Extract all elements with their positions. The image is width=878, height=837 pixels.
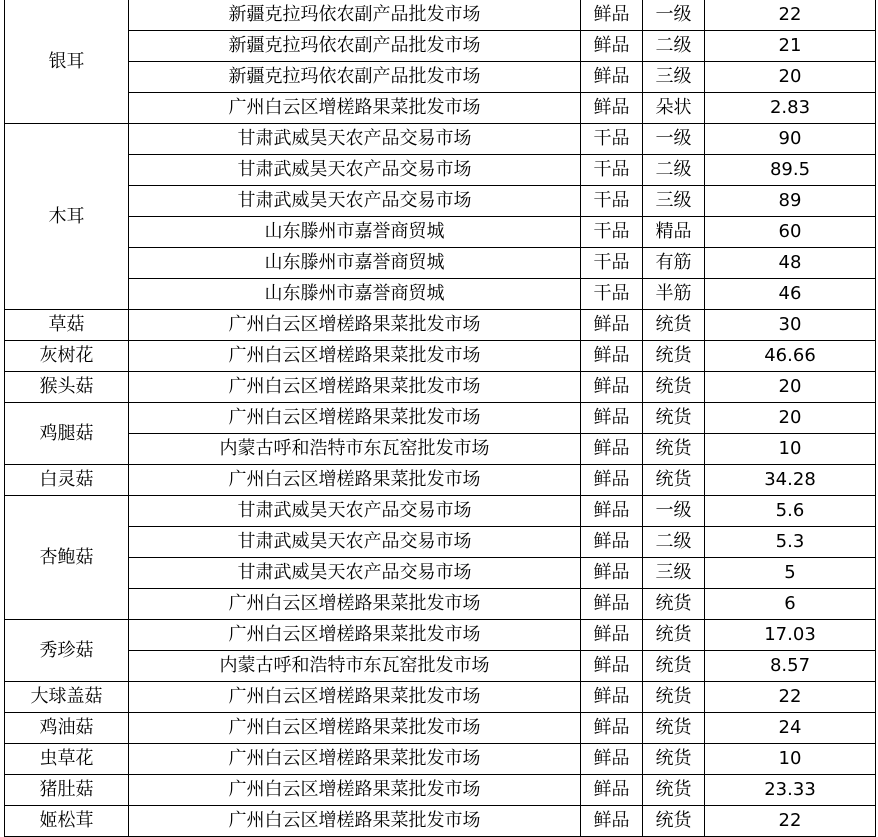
price-cell: 20 <box>705 62 876 93</box>
price-cell: 89.5 <box>705 155 876 186</box>
market-cell: 广州白云区增槎路果菜批发市场 <box>129 372 581 403</box>
market-cell: 新疆克拉玛依农副产品批发市场 <box>129 31 581 62</box>
table-row <box>5 434 876 465</box>
grade-cell: 三级 <box>643 186 705 217</box>
product-name-cell: 木耳 <box>5 124 129 310</box>
market-cell: 广州白云区增槎路果菜批发市场 <box>129 744 581 775</box>
product-type-cell: 鲜品 <box>581 403 643 434</box>
product-type-cell: 鲜品 <box>581 93 643 124</box>
market-cell: 新疆克拉玛依农副产品批发市场 <box>129 0 581 31</box>
product-name-cell: 虫草花 <box>5 744 129 775</box>
market-cell: 广州白云区增槎路果菜批发市场 <box>129 589 581 620</box>
market-cell: 广州白云区增槎路果菜批发市场 <box>129 713 581 744</box>
product-type-cell: 鲜品 <box>581 31 643 62</box>
market-cell: 新疆克拉玛依农副产品批发市场 <box>129 62 581 93</box>
product-name-cell: 猴头菇 <box>5 372 129 403</box>
grade-cell: 一级 <box>643 496 705 527</box>
grade-cell: 统货 <box>643 651 705 682</box>
table-row <box>5 124 876 155</box>
table-row <box>5 775 876 806</box>
product-type-cell: 干品 <box>581 124 643 155</box>
price-cell: 5.3 <box>705 527 876 558</box>
market-cell: 广州白云区增槎路果菜批发市场 <box>129 310 581 341</box>
price-cell: 17.03 <box>705 620 876 651</box>
price-cell: 24 <box>705 713 876 744</box>
grade-cell: 二级 <box>643 527 705 558</box>
grade-cell: 统货 <box>643 372 705 403</box>
table-row <box>5 651 876 682</box>
product-name-cell: 鸡腿菇 <box>5 403 129 465</box>
table-row <box>5 403 876 434</box>
grade-cell: 有筋 <box>643 248 705 279</box>
price-cell: 23.33 <box>705 775 876 806</box>
table-row <box>5 155 876 186</box>
market-cell: 广州白云区增槎路果菜批发市场 <box>129 93 581 124</box>
grade-cell: 统货 <box>643 744 705 775</box>
price-cell: 22 <box>705 806 876 837</box>
grade-cell: 三级 <box>643 558 705 589</box>
table-row <box>5 713 876 744</box>
grade-cell: 一级 <box>643 124 705 155</box>
product-type-cell: 鲜品 <box>581 372 643 403</box>
market-cell: 内蒙古呼和浩特市东瓦窑批发市场 <box>129 434 581 465</box>
product-type-cell: 鲜品 <box>581 651 643 682</box>
product-type-cell: 鲜品 <box>581 465 643 496</box>
table-row <box>5 682 876 713</box>
grade-cell: 统货 <box>643 589 705 620</box>
market-cell: 广州白云区增槎路果菜批发市场 <box>129 806 581 837</box>
product-type-cell: 鲜品 <box>581 310 643 341</box>
price-cell: 48 <box>705 248 876 279</box>
price-cell: 8.57 <box>705 651 876 682</box>
grade-cell: 统货 <box>643 713 705 744</box>
grade-cell: 统货 <box>643 341 705 372</box>
grade-cell: 半筋 <box>643 279 705 310</box>
product-type-cell: 鲜品 <box>581 589 643 620</box>
market-cell: 广州白云区增槎路果菜批发市场 <box>129 775 581 806</box>
price-cell: 10 <box>705 434 876 465</box>
table-row <box>5 620 876 651</box>
table-row <box>5 62 876 93</box>
price-table-body <box>5 0 876 837</box>
product-type-cell: 干品 <box>581 248 643 279</box>
product-type-cell: 干品 <box>581 186 643 217</box>
price-cell: 20 <box>705 403 876 434</box>
product-name-cell: 秀珍菇 <box>5 620 129 682</box>
price-cell: 2.83 <box>705 93 876 124</box>
product-type-cell: 鲜品 <box>581 434 643 465</box>
grade-cell: 统货 <box>643 682 705 713</box>
product-type-cell: 鲜品 <box>581 0 643 31</box>
product-type-cell: 鲜品 <box>581 744 643 775</box>
table-row <box>5 248 876 279</box>
grade-cell: 统货 <box>643 806 705 837</box>
price-cell: 5.6 <box>705 496 876 527</box>
grade-cell: 统货 <box>643 775 705 806</box>
grade-cell: 统货 <box>643 403 705 434</box>
product-type-cell: 干品 <box>581 155 643 186</box>
product-name-cell: 大球盖菇 <box>5 682 129 713</box>
table-row <box>5 744 876 775</box>
product-name-cell: 银耳 <box>5 0 129 124</box>
price-cell: 30 <box>705 310 876 341</box>
product-type-cell: 干品 <box>581 279 643 310</box>
product-type-cell: 鲜品 <box>581 341 643 372</box>
table-row <box>5 0 876 31</box>
product-type-cell: 鲜品 <box>581 620 643 651</box>
market-cell: 山东滕州市嘉誉商贸城 <box>129 279 581 310</box>
table-row <box>5 93 876 124</box>
price-cell: 90 <box>705 124 876 155</box>
grade-cell: 二级 <box>643 155 705 186</box>
grade-cell: 三级 <box>643 62 705 93</box>
market-cell: 甘肃武威昊天农产品交易市场 <box>129 186 581 217</box>
price-cell: 22 <box>705 682 876 713</box>
product-name-cell: 猪肚菇 <box>5 775 129 806</box>
table-row <box>5 558 876 589</box>
product-name-cell: 鸡油菇 <box>5 713 129 744</box>
table-row <box>5 31 876 62</box>
market-cell: 广州白云区增槎路果菜批发市场 <box>129 620 581 651</box>
grade-cell: 统货 <box>643 434 705 465</box>
market-cell: 甘肃武威昊天农产品交易市场 <box>129 155 581 186</box>
table-row <box>5 341 876 372</box>
product-type-cell: 干品 <box>581 217 643 248</box>
grade-cell: 统货 <box>643 310 705 341</box>
price-cell: 89 <box>705 186 876 217</box>
product-name-cell: 白灵菇 <box>5 465 129 496</box>
price-cell: 22 <box>705 0 876 31</box>
price-cell: 5 <box>705 558 876 589</box>
table-row <box>5 589 876 620</box>
table-row <box>5 372 876 403</box>
price-cell: 6 <box>705 589 876 620</box>
table-row <box>5 496 876 527</box>
market-cell: 甘肃武威昊天农产品交易市场 <box>129 558 581 589</box>
price-cell: 10 <box>705 744 876 775</box>
grade-cell: 精品 <box>643 217 705 248</box>
product-type-cell: 鲜品 <box>581 713 643 744</box>
table-row <box>5 279 876 310</box>
table-row <box>5 186 876 217</box>
price-cell: 60 <box>705 217 876 248</box>
grade-cell: 统货 <box>643 620 705 651</box>
market-cell: 甘肃武威昊天农产品交易市场 <box>129 496 581 527</box>
product-name-cell: 姬松茸 <box>5 806 129 837</box>
market-cell: 甘肃武威昊天农产品交易市场 <box>129 124 581 155</box>
price-table <box>4 0 876 837</box>
market-cell: 广州白云区增槎路果菜批发市场 <box>129 403 581 434</box>
product-type-cell: 鲜品 <box>581 558 643 589</box>
table-row <box>5 465 876 496</box>
price-cell: 46 <box>705 279 876 310</box>
market-cell: 内蒙古呼和浩特市东瓦窑批发市场 <box>129 651 581 682</box>
grade-cell: 二级 <box>643 31 705 62</box>
price-cell: 34.28 <box>705 465 876 496</box>
product-type-cell: 鲜品 <box>581 527 643 558</box>
product-type-cell: 鲜品 <box>581 62 643 93</box>
table-row <box>5 806 876 837</box>
table-row <box>5 310 876 341</box>
market-cell: 山东滕州市嘉誉商贸城 <box>129 248 581 279</box>
table-row <box>5 217 876 248</box>
grade-cell: 朵状 <box>643 93 705 124</box>
price-cell: 20 <box>705 372 876 403</box>
product-name-cell: 灰树花 <box>5 341 129 372</box>
grade-cell: 一级 <box>643 0 705 31</box>
market-cell: 广州白云区增槎路果菜批发市场 <box>129 341 581 372</box>
product-type-cell: 鲜品 <box>581 496 643 527</box>
grade-cell: 统货 <box>643 465 705 496</box>
product-type-cell: 鲜品 <box>581 775 643 806</box>
product-name-cell: 杏鲍菇 <box>5 496 129 620</box>
product-type-cell: 鲜品 <box>581 806 643 837</box>
price-cell: 21 <box>705 31 876 62</box>
product-type-cell: 鲜品 <box>581 682 643 713</box>
market-cell: 山东滕州市嘉誉商贸城 <box>129 217 581 248</box>
market-cell: 甘肃武威昊天农产品交易市场 <box>129 527 581 558</box>
market-cell: 广州白云区增槎路果菜批发市场 <box>129 465 581 496</box>
table-row <box>5 527 876 558</box>
price-cell: 46.66 <box>705 341 876 372</box>
product-name-cell: 草菇 <box>5 310 129 341</box>
market-cell: 广州白云区增槎路果菜批发市场 <box>129 682 581 713</box>
